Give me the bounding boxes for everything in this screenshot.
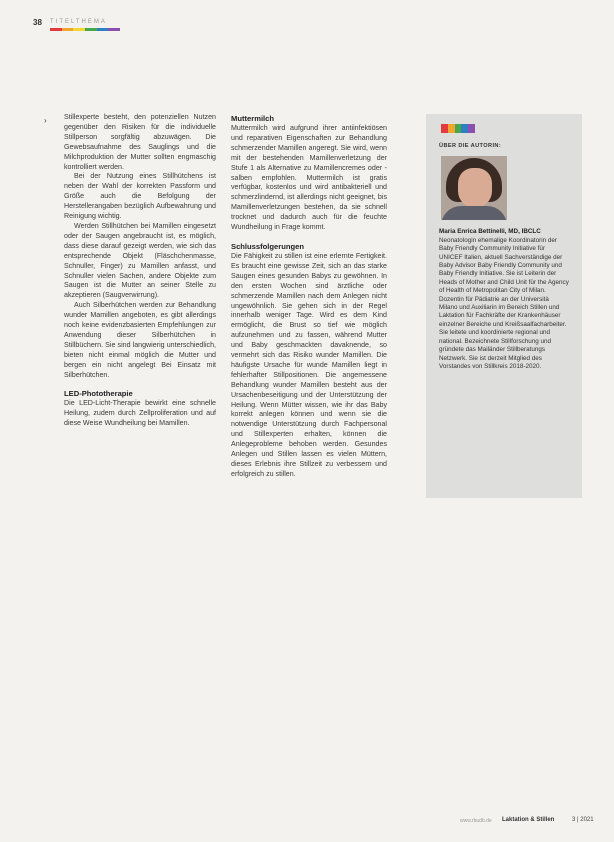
author-bio: Neonatologin ehemalige Koordinatorin der Baby Friendly Community Initiative für UNICEF Italien, aktuell Sachverständige der Baby Advisor Baby Friendly Community und Baby Friendly Initiative. Sie ist Leiterin der Heads of Mother and Child Unit für the Agency of Health of Metropolitan City of Milan. Dozentin für Pädiatrie an der Università Milano und Auxiliarin im Bereich Stillen und Laktation für Fachkräfte der Krankenhäuser einzelner Bereiche und Kreißsaalfacharbeiter. Sie leitete und koordinierte regional und national. Bezeichnete Stillforschung und gründete das Mailänder Stillberatungs Netzwerk. Sie ist derzeit Mitglied des Vorstandes von Stillkreis 2018-2020. (439, 236, 569, 370)
footer-url: www.rbudb.de (460, 818, 492, 824)
paragraph: Die LED-Licht-Therapie bewirkt eine schnelle Heilung, zudem durch Zellproliferation und auf diese Weise Wundheilung bei Mamillen. (64, 399, 216, 428)
color-stripe (108, 28, 120, 31)
color-stripe (73, 28, 85, 31)
paragraph: Muttermilch wird aufgrund ihrer antiinfektiösen und reparativen Eigenschaften zur Behandlung schmerzender Mamillen angeregt. Sie wird, wenn mit der bestehenden Mamillenverletzung der Stufe 1 als Alternative zu Mamillencremes oder -salben empfohlen. Muttermilch ist gratis verfügbar, kostenlos und wird antibakteriell und schmerzlindernd, ist allerdings nicht geeignet, bis Mamillenverletzungen bestehen, da sie schnell trocknet und dadurch auch für die feuchte Wundheilung in Frage kommt. (231, 124, 387, 232)
author-name: Maria Enrica Bettinelli, MD, IBCLC (439, 228, 541, 236)
color-stripe (461, 124, 468, 133)
color-stripe (97, 28, 109, 31)
color-stripe (448, 124, 455, 133)
footer-journal-title: Laktation & Stillen (502, 817, 555, 823)
article-column-2 (231, 113, 387, 480)
paragraph: Auch Silberhütchen werden zur Behandlung wunder Mamillen angeboten, es gibt allerdings noch keine evidenzbasierten Empfehlungen zur Anwendung dieser Silberhütchen in Stillbüchern. Sie sind langwierig unterschiedlich, bieten nicht einmal möglich die Mutter und bergen ein nicht angelegt Bei Einsatz mit Silberhütchen. (64, 301, 216, 379)
author-sidebar (426, 114, 582, 498)
section-heading-led: LED-Phototherapie (64, 389, 133, 399)
continue-arrow-icon: › (44, 116, 47, 125)
color-stripe (468, 124, 475, 133)
paragraph: Bei der Nutzung eines Stillhütchens ist neben der Wahl der korrekten Passform und Größe auch die Befolgung der Herstellerangaben bezüglich Aufbewahrung und Reinigung wichtig. (64, 172, 216, 221)
page-number: 38 (33, 18, 42, 27)
section-heading-muttermilch: Muttermilch (231, 114, 275, 123)
paragraph: Werden Stillhütchen bei Mamillen eingesetzt oder der Saugen angebraucht ist, es möglich, dass diese darauf gezeigt werden, wie sich das entsprechende Objekt (Fläschchenmasse, Schnuller, Finger) zu Mamillen anfasst, und Schnuller vielen Sachen, andere Objekte zum Saugen ist die Mutter an seiner Stelle zu akzeptieren (Saugverwirrung). (64, 221, 216, 300)
paragraph: Die Fähigkeit zu stillen ist eine erlernte Fertigkeit. Es braucht eine gewisse Zeit, sich an das starke Saugen eines gesunden Babys zu gewöhnen. In den ersten Wochen sind ärztliche oder schmerzende Mamillen nach dem Anlegen nicht ungewöhnlich. Sie gehen sich in der Regel innerhalb weniger Tage. Wird es dem Kind ermöglicht, die Brust so tief wie möglich aufzunehmen und zu fassen, während Mutter und Baby geschmackten davaknende, so vermehrt sich das Risiko wunder Mamillen. Die häufigste Ursache für wunde Mamillen liegt in fehlerhafter Stillpositionen. Die angemessene Behandlung wunder Mamillen besteht aus der Ursachenbeseitigung und der Unterstützung der Heilung. Wenn Mütter wissen, wie ihr das Baby korrekt anlegen können und wenn sie die notwendige Unterstützung durch Fachpersonal und Stillexperten erhalten, können die Anlegeprobleme behoben werden. Gesundes Anlegen und Stillen lassen es vielen Müttern, dieses Erlebnis ihre Stillzeit zu verbessern und erfolgreich zu stillen. (231, 251, 387, 478)
color-stripe (50, 28, 62, 31)
author-photo (441, 156, 507, 220)
color-stripe (455, 124, 462, 133)
section-heading-conclusions: Schlussfolgerungen (231, 241, 304, 251)
color-stripe (85, 28, 97, 31)
color-stripe (441, 124, 448, 133)
section-label: TITELTHEMA (50, 19, 107, 25)
article-column-1 (64, 113, 216, 429)
paragraph: Stillexperte besteht, den potenziellen Nutzen gegenüber den Risiken für die individuelle Stillperson sorgfältig abzuwägen. Die Gewebsaufnahme des Sauglings und die Milchproduktion der Mutter sollten engmaschig kontrolliert werden. (64, 113, 216, 171)
color-stripe (62, 28, 74, 31)
author-label: ÜBER DIE AUTORIN: (439, 143, 502, 149)
footer-issue: 3 | 2021 (572, 817, 594, 823)
sidebar-color-bar (441, 124, 475, 133)
header-color-bar (50, 28, 120, 31)
